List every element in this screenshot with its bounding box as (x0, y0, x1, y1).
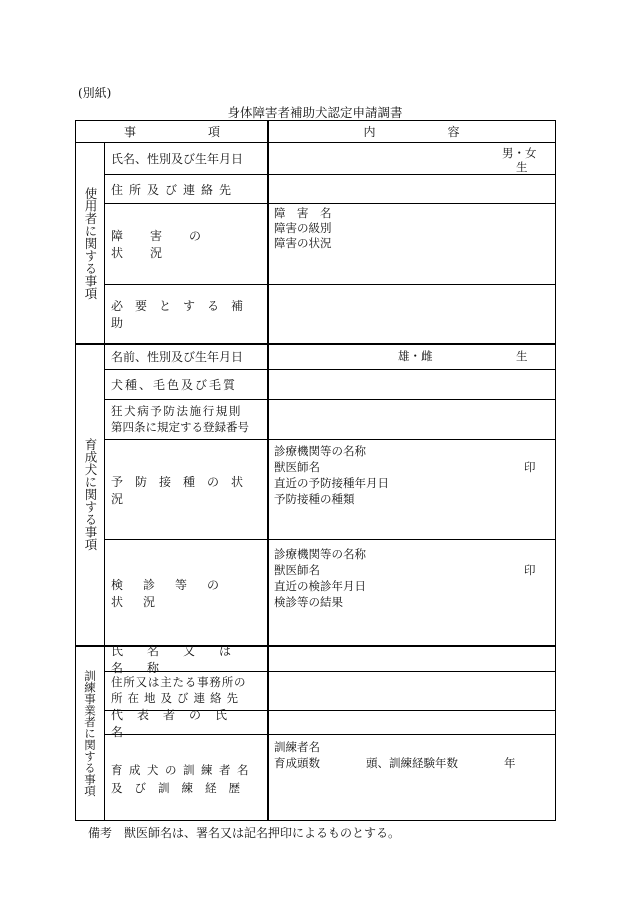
application-form-table (75, 120, 556, 821)
sex-options-dog: 雄・雌 (398, 349, 433, 363)
sex-options-user: 男・女 (502, 146, 537, 160)
vaccination-field-type: 予防接種の種類 (274, 492, 355, 506)
header-content: 内 容 (363, 125, 460, 139)
divider (267, 121, 269, 820)
exam-field-clinic: 診療機関等の名称 (274, 547, 366, 561)
attachment-label: (別紙) (78, 86, 112, 100)
disability-field-grade: 障害の級別 (274, 221, 332, 235)
exam-field-vet: 獣医師名 (274, 563, 320, 577)
exam-field-date: 直近の検診年月日 (274, 579, 366, 593)
birth-suffix-dog: 生 (516, 349, 528, 363)
row-label-user-disability: 障害の状況 (111, 229, 229, 260)
form-title: 身体障害者補助犬認定申請調書 (227, 105, 403, 120)
trainer-field-name: 訓練者名 (274, 740, 320, 754)
vaccination-field-date: 直近の予防接種年月日 (274, 476, 389, 490)
footnote: 備考 獣医師名は、署名又は記名押印によるものとする。 (88, 826, 401, 840)
row-label-trainer-rep: 代表者の氏名 (111, 707, 242, 739)
vaccination-field-clinic: 診療機関等の名称 (274, 444, 366, 458)
row-label-dog-name: 名前、性別及び生年月日 (111, 350, 244, 364)
row-label-trainer-name: 氏名又は名称 (111, 643, 256, 675)
vaccination-field-vet: 獣医師名 (274, 460, 320, 474)
row-label-user-address: 住所及び連絡先 (111, 182, 238, 197)
divider (104, 142, 105, 820)
section-label-dog: 育成犬に関する事項 (83, 438, 98, 551)
exam-field-result: 検診等の結果 (274, 595, 343, 609)
seal-mark: 印 (524, 460, 536, 474)
header-item: 事 項 (123, 125, 220, 139)
disability-field-name: 障 害 名 (274, 206, 332, 220)
section-label-user: 使用者に関する事項 (83, 186, 98, 300)
row-label-trainer-history: 育成犬の訓練者名 及び訓練経歴 (111, 763, 255, 795)
row-label-dog-exam: 検診等の状況 (111, 577, 240, 609)
row-label-dog-registration: 狂犬病予防法施行規則 第四条に規定する登録番号 (111, 404, 249, 434)
row-label-dog-vaccination: 予防接種の状況 (111, 474, 256, 506)
section-label-trainer: 訓練事業者に関する事項 (83, 669, 97, 797)
divider (104, 399, 555, 400)
disability-field-status: 障害の状況 (274, 236, 332, 250)
row-label-trainer-office: 住所又は主たる事務所の 所在地及び連絡先 (111, 675, 247, 705)
row-label-user-name: 氏名、性別及び生年月日 (111, 152, 244, 166)
seal-mark: 印 (524, 563, 536, 577)
trainer-field-experience: 育成頭数 頭、訓練経験年数 年 (274, 756, 516, 770)
birth-suffix-user: 生 (516, 160, 528, 174)
row-label-dog-breed: 犬種、毛色及び毛質 (111, 378, 238, 392)
row-label-user-assistance: 必要とする補助 (111, 299, 256, 330)
